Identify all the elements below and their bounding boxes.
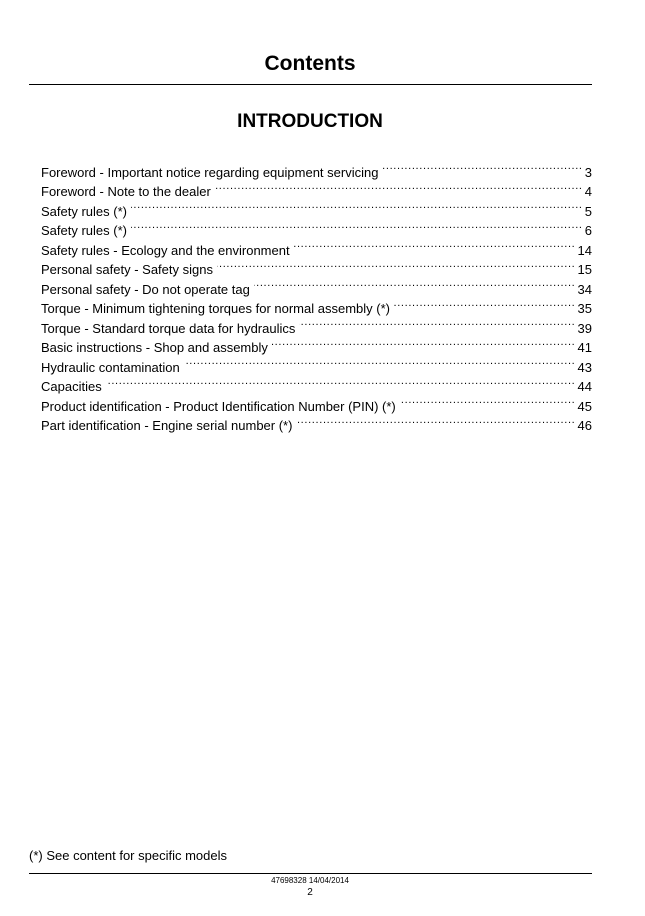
footer-divider [29,873,592,874]
toc-entry-page: 39 [577,320,592,336]
table-of-contents [41,157,592,433]
toc-dot-leader [131,216,581,236]
toc-dot-leader [254,274,574,294]
toc-entry-label: Personal safety - Safety signs [41,262,213,277]
toc-entry-page: 43 [577,359,592,375]
toc-entry-page: 34 [577,281,592,297]
toc-entry-page: 14 [577,242,592,258]
toc-dot-leader [184,352,574,372]
toc-dot-leader [400,391,574,411]
page-title: Contents [264,52,356,75]
section-title: INTRODUCTION [237,111,383,132]
toc-entry-label: Safety rules (*) [41,203,127,219]
toc-entry-page: 35 [577,301,592,316]
toc-dot-leader [382,157,580,177]
toc-dot-leader [394,294,574,314]
toc-entry-page: 46 [577,418,592,433]
header-divider [29,84,592,85]
toc-entry-label: Basic instructions - Shop and assembly [41,340,268,355]
toc-dot-leader [215,177,581,197]
toc-entry-label: Torque - Standard torque data for hydraulics [41,320,296,336]
toc-entry-page: 6 [584,223,592,238]
toc-entry-page: 4 [584,184,592,199]
toc-dot-leader [217,255,574,275]
toc-dot-leader [296,411,573,431]
toc-entry-label: Capacities [41,379,102,394]
toc-entry-page: 3 [584,164,592,180]
toc-entry-page: 15 [577,262,592,277]
toc-entry-label: Product identification - Product Identification Number (PIN) (*) [41,398,396,414]
toc-dot-leader [131,196,581,216]
footnote: (*) See content for specific models [29,848,227,863]
toc-entry-page: 44 [577,379,592,394]
toc-entry-label: Personal safety - Do not operate tag [41,281,250,297]
toc-dot-leader [106,372,574,392]
toc-entry[interactable] [41,157,592,180]
toc-entry-page: 5 [584,203,592,219]
toc-dot-leader [272,333,574,353]
toc-entry-label: Safety rules (*) [41,223,127,238]
toc-entry-page: 45 [577,398,592,414]
toc-entry-label: Hydraulic contamination [41,359,180,375]
toc-entry-page: 41 [577,340,592,355]
toc-entry-label: Safety rules - Ecology and the environment [41,242,290,258]
page-number: 2 [307,887,313,898]
toc-entry-label: Torque - Minimum tightening torques for normal assembly (*) [41,301,390,316]
toc-dot-leader [299,313,573,333]
toc-entry-label: Foreword - Note to the dealer [41,184,211,199]
document-reference: 47698328 14/04/2014 [271,876,349,885]
toc-entry-label: Part identification - Engine serial number (*) [41,418,293,433]
toc-entry-label: Foreword - Important notice regarding equipment servicing [41,164,379,180]
toc-entry[interactable] [41,372,592,392]
toc-dot-leader [294,235,574,255]
toc-entry[interactable] [41,391,592,414]
